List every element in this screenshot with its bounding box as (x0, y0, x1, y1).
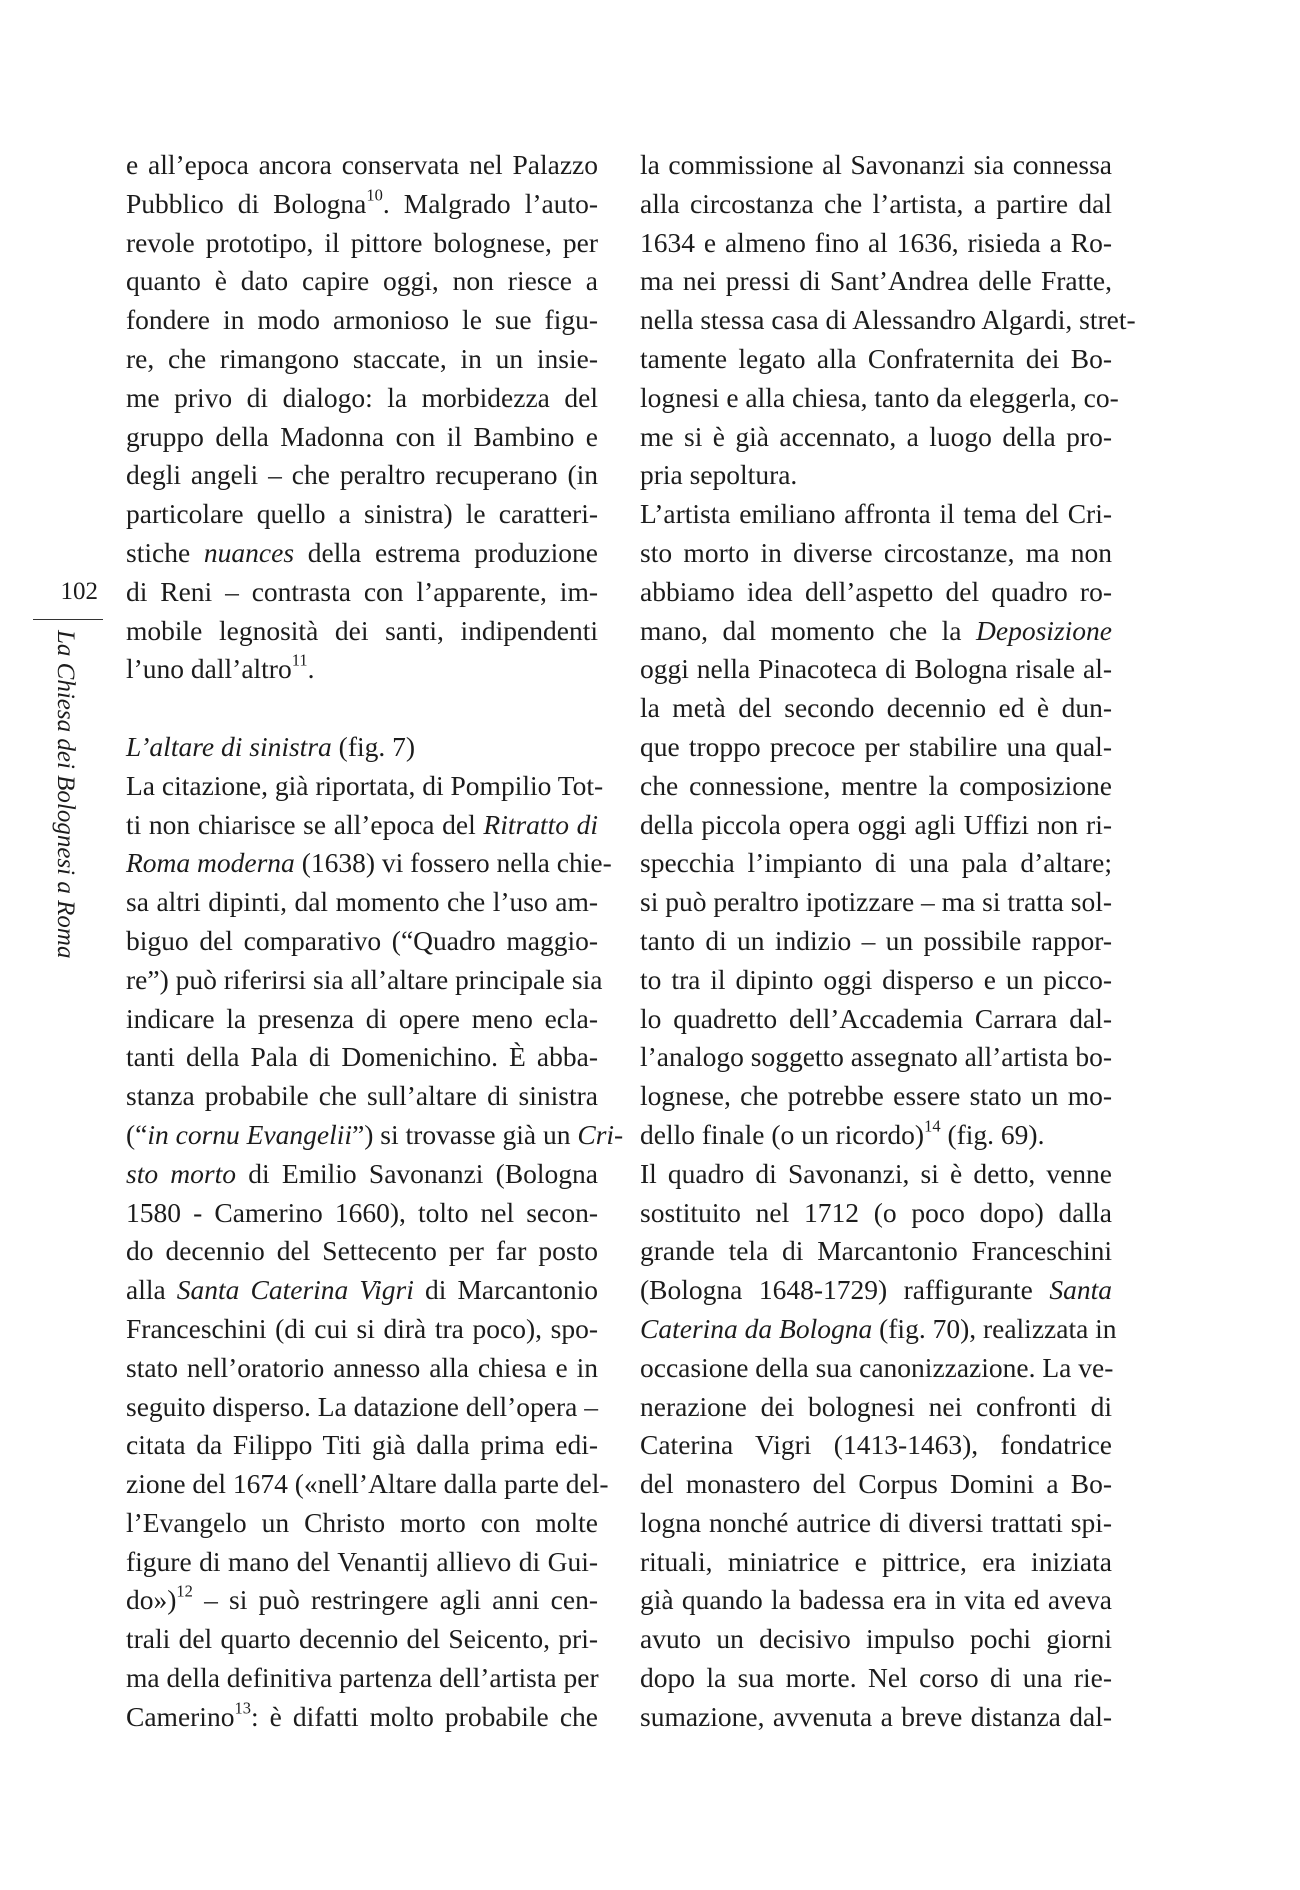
text-run: avuto un decisivo impulso pochi giorni (640, 1623, 1112, 1655)
text-run: occasione della sua canonizzazione. La ve- (640, 1351, 1114, 1383)
text-line (126, 767, 604, 806)
text-run: oggi nella Pinacoteca di Bologna risale al- (640, 653, 1112, 685)
text-line (640, 379, 1119, 418)
text-run: re”) può riferirsi sia all’altare principale sia (126, 963, 603, 995)
text-run: alla (126, 1274, 177, 1306)
italic-run: sto morto (126, 1157, 237, 1189)
text-run: la commissione al Savonanzi sia connessa (640, 149, 1112, 180)
text-line (640, 1271, 1112, 1310)
text-run: lo quadretto dell’Accademia Carrara dal- (640, 1002, 1112, 1034)
paragraph-commission (640, 146, 1136, 495)
italic-run: Caterina da Bologna (640, 1312, 873, 1344)
text-line (640, 418, 1112, 457)
text-run: – si può restringere agli anni cen- (192, 1584, 598, 1616)
text-run: ”) si trovasse già un (352, 1118, 578, 1150)
text-run: mobile legnosità dei santi, indipendenti (126, 614, 598, 646)
text-run: stiche (126, 536, 204, 568)
text-line (126, 456, 598, 495)
text-line (126, 1388, 598, 1427)
text-run: alla circostanza che l’artista, a partire dal (640, 187, 1112, 219)
text-run: gruppo della Madonna con il Bambino e (126, 420, 598, 452)
text-line (126, 262, 598, 301)
text-line (126, 1698, 598, 1737)
italic-run: Deposizione (976, 614, 1112, 646)
paragraph-savonanzi (640, 1155, 1117, 1737)
text-run: citata da Filippo Titi già dalla prima edi- (126, 1429, 598, 1461)
text-run: me privo di dialogo: la morbidezza del (126, 381, 598, 413)
text-line (640, 922, 1112, 961)
text-run: sostituito nel 1712 (o poco dopo) dalla (640, 1196, 1112, 1228)
text-line (126, 650, 598, 689)
text-line (640, 146, 1112, 185)
section-gap (126, 689, 598, 728)
text-run: Il quadro di Savonanzi, si è detto, venne (640, 1157, 1112, 1189)
text-line (126, 1271, 598, 1310)
italic-run: Santa Caterina Vigri (176, 1274, 414, 1306)
text-line (126, 379, 598, 418)
text-line (126, 1504, 598, 1543)
text-run: me si è già accennato, a luogo della pro- (640, 420, 1112, 452)
text-run: lognesi e alla chiesa, tanto da eleggerla, co- (640, 381, 1119, 413)
text-line (640, 883, 1112, 922)
text-line (126, 1077, 598, 1116)
text-run: (fig. 7) (331, 730, 416, 762)
text-line (126, 728, 598, 767)
text-line (126, 1116, 624, 1155)
text-line (126, 1310, 598, 1349)
text-run: di Reni – contrasta con l’apparente, im- (126, 575, 598, 607)
footnote-ref: 13 (234, 1698, 251, 1718)
text-line (640, 262, 1112, 301)
text-line (640, 1543, 1112, 1582)
margin-rule (33, 619, 103, 620)
text-run: : è difatti molto probabile che (250, 1700, 598, 1732)
text-run: (1638) vi fossero nella chie- (294, 847, 612, 879)
text-line (126, 1426, 598, 1465)
text-run: sto morto in diverse circostanze, ma non (640, 536, 1112, 568)
text-run: degli angeli – che peraltro recuperano (in (126, 459, 598, 491)
text-line (640, 1698, 1112, 1737)
text-run: 1580 - Camerino 1660), tolto nel secon- (126, 1196, 598, 1228)
text-run: di Emilio Savonanzi (Bologna (236, 1157, 599, 1189)
text-line (640, 844, 1112, 883)
text-run: particolare quello a sinistra) le caratteri- (126, 498, 598, 530)
text-run: di Marcantonio (413, 1274, 598, 1306)
text-run: sa altri dipinti, dal momento che l’uso am- (126, 886, 598, 918)
text-line (126, 806, 598, 845)
text-run: revole prototipo, il pittore bolognese, per (126, 226, 598, 258)
text-line (640, 301, 1136, 340)
text-line (126, 1620, 598, 1659)
text-line (640, 573, 1112, 612)
text-run: L’artista emiliano affronta il tema del Cri- (640, 498, 1112, 530)
text-line (126, 922, 598, 961)
text-run: rituali, miniatrice e pittrice, era iniziata (640, 1545, 1112, 1577)
text-line (640, 1194, 1112, 1233)
text-line (126, 612, 598, 651)
text-run: indicare la presenza di opere meno ecla- (126, 1002, 598, 1034)
text-line (640, 728, 1112, 767)
text-line (126, 495, 598, 534)
text-line (640, 1465, 1112, 1504)
text-line (126, 418, 598, 457)
text-run: ma nei pressi di Sant’Andrea delle Fratte, (640, 265, 1112, 297)
text-line (640, 1155, 1112, 1194)
text-run: l’Evangelo un Christo morto con molte (126, 1506, 598, 1538)
text-line (640, 612, 1112, 651)
text-run: seguito disperso. La datazione dell’opera – (126, 1390, 598, 1422)
text-run: sumazione, avvenuta a breve distanza dal- (640, 1700, 1112, 1732)
text-line (640, 456, 1112, 495)
text-run: (fig. 70), realizzata in (872, 1312, 1117, 1344)
right-column (640, 146, 1136, 1737)
text-run: la metà del secondo decennio ed è dun- (640, 692, 1112, 724)
text-line (640, 806, 1112, 845)
text-line (640, 1659, 1112, 1698)
text-run: La citazione, già riportata, di Pompilio Tot- (126, 769, 604, 801)
text-run: 1634 e almeno fino al 1636, risieda a Ro- (640, 226, 1112, 258)
text-line (126, 1232, 598, 1271)
italic-run: Ritratto di (483, 808, 599, 840)
italic-run: Santa (1049, 1274, 1112, 1306)
text-line (126, 1194, 598, 1233)
text-run: zione del 1674 («nell’Altare dalla parte del- (126, 1468, 609, 1500)
text-run: della piccola opera oggi agli Uffizi non ri- (640, 808, 1112, 840)
text-run: fondere in modo armonioso le sue figu- (126, 304, 598, 336)
text-line (126, 573, 598, 612)
text-run: che connessione, mentre la composizione (640, 769, 1112, 801)
text-run: figure di mano del Venantij allievo di Gui- (126, 1545, 598, 1577)
text-line (640, 534, 1112, 573)
text-run: ma della definitiva partenza dell’artista per (126, 1662, 599, 1694)
italic-run: in cornu Evangelii (147, 1118, 353, 1150)
page-number: 102 (60, 578, 98, 605)
text-run: trali del quarto decennio del Seicento, pri- (126, 1623, 598, 1655)
text-line (640, 650, 1112, 689)
text-run: mano, dal momento che la (640, 614, 977, 646)
text-run: (Bologna 1648-1729) raffigurante (640, 1274, 1050, 1306)
text-line (640, 1504, 1112, 1543)
text-line (640, 1388, 1112, 1427)
text-run: lognese, che potrebbe essere stato un mo- (640, 1080, 1112, 1112)
text-run: to tra il dipinto oggi disperso e un picco- (640, 963, 1112, 995)
text-line (126, 1465, 609, 1504)
text-run: biguo del comparativo (“Quadro maggio- (126, 924, 598, 956)
text-run: nella stessa casa di Alessandro Algardi, stret- (640, 304, 1136, 336)
text-run: tanti della Pala di Domenichino. È abba- (126, 1041, 598, 1073)
text-run: Pubblico di Bologna (126, 187, 367, 219)
text-run: si può peraltro ipotizzare – ma si tratta sol- (640, 886, 1112, 918)
text-line (126, 1659, 598, 1698)
text-run: logna nonché autrice di diversi trattati spi- (640, 1506, 1112, 1538)
text-line (126, 185, 598, 224)
text-line (126, 224, 598, 263)
text-run: della estrema produzione (294, 536, 598, 568)
text-run: quanto è dato capire oggi, non riesce a (126, 265, 598, 297)
text-line (126, 1000, 598, 1039)
text-line (640, 1038, 1112, 1077)
text-run: que troppo precoce per stabilire una qual- (640, 730, 1112, 762)
text-run: l’uno dall’altro (126, 653, 292, 685)
running-head: La Chiesa dei Bolognesi a Roma (52, 630, 79, 959)
section-body (126, 767, 624, 1737)
text-line (126, 340, 598, 379)
text-run: . (307, 653, 315, 685)
text-line (640, 1232, 1112, 1271)
text-line (640, 961, 1112, 1000)
text-run: nerazione dei bolognesi nei confronti di (640, 1390, 1112, 1422)
text-line (126, 146, 598, 185)
italic-run: Roma moderna (126, 847, 295, 879)
text-run: dello finale (o un ricordo) (640, 1118, 925, 1150)
section-heading (126, 728, 598, 767)
text-line (640, 185, 1112, 224)
text-run: grande tela di Marcantonio Franceschini (640, 1235, 1112, 1267)
footnote-ref: 10 (366, 185, 383, 205)
text-run: specchia l’impianto di una pala d’altare; (640, 847, 1112, 879)
text-line (640, 689, 1112, 728)
italic-run: nuances (203, 536, 295, 568)
text-run: e all’epoca ancora conservata nel Palazzo (126, 149, 598, 180)
italic-run: L’altare di sinistra (126, 730, 332, 762)
text-line (640, 340, 1112, 379)
text-run: ti non chiarisce se all’epoca del (126, 808, 484, 840)
footnote-ref: 14 (924, 1116, 941, 1136)
text-line (126, 1581, 598, 1620)
text-line (126, 301, 598, 340)
text-line (126, 1155, 598, 1194)
text-line (640, 1310, 1117, 1349)
text-line (640, 1000, 1112, 1039)
text-run: (“ (126, 1118, 148, 1150)
text-run: stanza probabile che sull’altare di sinistra (126, 1080, 598, 1112)
left-column (126, 146, 624, 1737)
text-line (640, 495, 1112, 534)
text-run: re, che rimangono staccate, in un insie- (126, 342, 598, 374)
text-line (126, 844, 612, 883)
text-run: do») (126, 1584, 177, 1616)
text-run: l’analogo soggetto assegnato all’artista bo- (640, 1041, 1112, 1073)
text-line (126, 1038, 598, 1077)
footnote-ref: 11 (291, 650, 308, 670)
text-line (640, 1620, 1112, 1659)
text-line (126, 1543, 598, 1582)
text-line (640, 1426, 1112, 1465)
text-line (126, 883, 598, 922)
text-run: abbiamo idea dell’aspetto del quadro ro- (640, 575, 1112, 607)
text-line (126, 534, 598, 573)
paragraph-cristo-morto (640, 495, 1112, 1155)
text-line (126, 961, 603, 1000)
text-run: (fig. 69). (940, 1118, 1045, 1150)
text-run: del monastero del Corpus Domini a Bo- (640, 1468, 1112, 1500)
text-run: . Malgrado l’auto- (382, 187, 598, 219)
text-run: tanto di un indizio – un possibile rappor- (640, 924, 1112, 956)
text-line (640, 1077, 1112, 1116)
text-line (126, 1349, 598, 1388)
text-run: tamente legato alla Confraternita dei Bo- (640, 342, 1112, 374)
text-run: pria sepoltura. (640, 459, 798, 491)
text-line (640, 1116, 1112, 1155)
text-run: Caterina Vigri (1413-1463), fondatrice (640, 1429, 1112, 1461)
text-run: Franceschini (di cui si dirà tra poco), spo- (126, 1312, 598, 1344)
text-line (640, 1581, 1112, 1620)
text-line (640, 1349, 1112, 1388)
text-run: dopo la sua morte. Nel corso di una rie- (640, 1662, 1112, 1694)
text-run: stato nell’oratorio annesso alla chiesa e in (126, 1351, 598, 1383)
text-run: Camerino (126, 1700, 235, 1732)
footnote-ref: 12 (176, 1582, 193, 1602)
text-run: già quando la badessa era in vita ed aveva (640, 1584, 1112, 1616)
italic-run: Cri- (577, 1118, 624, 1150)
text-line (640, 224, 1112, 263)
intro-paragraph (126, 146, 598, 689)
text-line (640, 767, 1112, 806)
text-run: do decennio del Settecento per far posto (126, 1235, 598, 1267)
